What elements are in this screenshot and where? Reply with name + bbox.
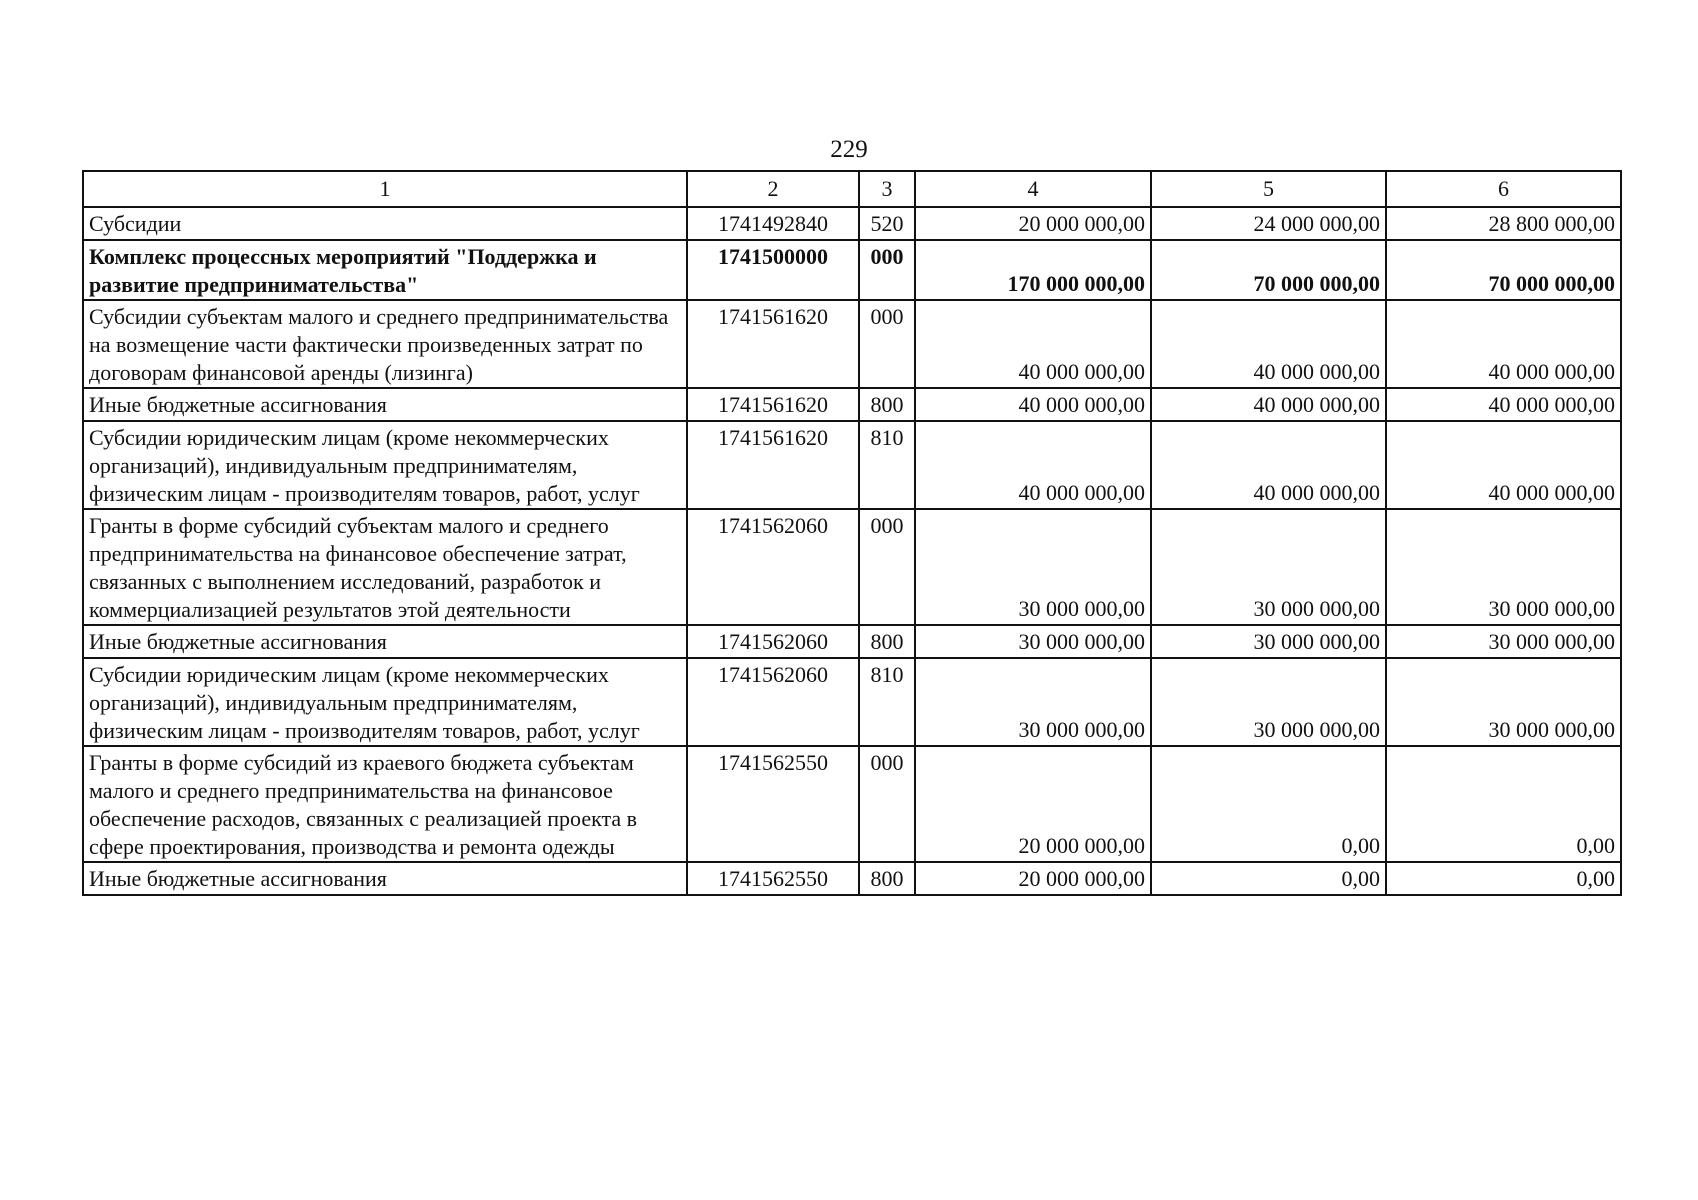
table-row bbox=[83, 509, 1621, 625]
row-type-cell: 000 bbox=[859, 509, 915, 625]
row-amount-3-cell: 28 800 000,00 bbox=[1386, 207, 1621, 240]
row-amount-1-cell: 20 000 000,00 bbox=[915, 862, 1151, 895]
table-row bbox=[83, 625, 1621, 658]
table-row bbox=[83, 862, 1621, 895]
row-type-cell: 810 bbox=[859, 421, 915, 509]
row-amount-3-cell: 30 000 000,00 bbox=[1386, 625, 1621, 658]
column-header: 2 bbox=[687, 171, 859, 207]
row-amount-1-cell: 40 000 000,00 bbox=[915, 388, 1151, 421]
row-amount-2-cell: 30 000 000,00 bbox=[1151, 625, 1386, 658]
row-code-cell: 1741562550 bbox=[687, 862, 859, 895]
row-amount-2-cell: 40 000 000,00 bbox=[1151, 388, 1386, 421]
row-type-cell: 810 bbox=[859, 658, 915, 746]
row-amount-3-cell: 30 000 000,00 bbox=[1386, 658, 1621, 746]
row-amount-3-cell: 40 000 000,00 bbox=[1386, 421, 1621, 509]
row-amount-1-cell: 20 000 000,00 bbox=[915, 207, 1151, 240]
table-row bbox=[83, 658, 1621, 746]
row-name-cell: Гранты в форме субсидий субъектам малого и среднего предпринимательства на финансовое обеспечение затрат, связанных с выполнением исследований, разработок и коммерциализацией результатов этой деятельности bbox=[83, 509, 687, 625]
row-amount-1-cell: 40 000 000,00 bbox=[915, 300, 1151, 388]
row-amount-1-cell: 30 000 000,00 bbox=[915, 625, 1151, 658]
row-amount-2-cell: 0,00 bbox=[1151, 746, 1386, 862]
column-header: 6 bbox=[1386, 171, 1621, 207]
column-header: 4 bbox=[915, 171, 1151, 207]
table-header-row bbox=[83, 171, 1621, 207]
row-name-cell: Гранты в форме субсидий из краевого бюджета субъектам малого и среднего предпринимательства на финансовое обеспечение расходов, связанных с реализацией проекта в сфере проектирования, производства и ремонта одежды bbox=[83, 746, 687, 862]
row-name-cell: Иные бюджетные ассигнования bbox=[83, 388, 687, 421]
row-name-cell: Субсидии bbox=[83, 207, 687, 240]
row-type-cell: 800 bbox=[859, 388, 915, 421]
row-amount-3-cell: 40 000 000,00 bbox=[1386, 300, 1621, 388]
table-row bbox=[83, 207, 1621, 240]
row-amount-2-cell: 40 000 000,00 bbox=[1151, 421, 1386, 509]
row-code-cell: 1741562060 bbox=[687, 625, 859, 658]
row-amount-1-cell: 40 000 000,00 bbox=[915, 421, 1151, 509]
row-amount-3-cell: 0,00 bbox=[1386, 746, 1621, 862]
row-amount-1-cell: 170 000 000,00 bbox=[915, 240, 1151, 300]
row-code-cell: 1741561620 bbox=[687, 388, 859, 421]
row-code-cell: 1741562060 bbox=[687, 658, 859, 746]
column-header: 1 bbox=[83, 171, 687, 207]
row-type-cell: 800 bbox=[859, 862, 915, 895]
row-code-cell: 1741562060 bbox=[687, 509, 859, 625]
row-amount-2-cell: 24 000 000,00 bbox=[1151, 207, 1386, 240]
row-amount-1-cell: 30 000 000,00 bbox=[915, 658, 1151, 746]
row-name-cell: Субсидии юридическим лицам (кроме некоммерческих организаций), индивидуальным предпринимателям, физическим лицам - производителям товаров, работ, услуг bbox=[83, 421, 687, 509]
row-amount-2-cell: 30 000 000,00 bbox=[1151, 509, 1386, 625]
row-name-cell: Субсидии субъектам малого и среднего предпринимательства на возмещение части фактически произведенных затрат по договорам финансовой аренды (лизинга) bbox=[83, 300, 687, 388]
row-name-cell: Субсидии юридическим лицам (кроме некоммерческих организаций), индивидуальным предпринимателям, физическим лицам - производителям товаров, работ, услуг bbox=[83, 658, 687, 746]
row-amount-3-cell: 30 000 000,00 bbox=[1386, 509, 1621, 625]
row-code-cell: 1741500000 bbox=[687, 240, 859, 300]
row-code-cell: 1741561620 bbox=[687, 421, 859, 509]
row-amount-3-cell: 0,00 bbox=[1386, 862, 1621, 895]
row-name-cell: Иные бюджетные ассигнования bbox=[83, 625, 687, 658]
column-header: 5 bbox=[1151, 171, 1386, 207]
page-number: 229 bbox=[830, 136, 868, 163]
row-amount-1-cell: 20 000 000,00 bbox=[915, 746, 1151, 862]
row-code-cell: 1741492840 bbox=[687, 207, 859, 240]
table-row bbox=[83, 421, 1621, 509]
row-amount-2-cell: 30 000 000,00 bbox=[1151, 658, 1386, 746]
row-amount-2-cell: 40 000 000,00 bbox=[1151, 300, 1386, 388]
row-amount-3-cell: 40 000 000,00 bbox=[1386, 388, 1621, 421]
table-row bbox=[83, 388, 1621, 421]
row-code-cell: 1741562550 bbox=[687, 746, 859, 862]
row-amount-2-cell: 70 000 000,00 bbox=[1151, 240, 1386, 300]
row-amount-1-cell: 30 000 000,00 bbox=[915, 509, 1151, 625]
column-header: 3 bbox=[859, 171, 915, 207]
row-name-cell: Комплекс процессных мероприятий "Поддержка и развитие предпринимательства" bbox=[83, 240, 687, 300]
row-name-cell: Иные бюджетные ассигнования bbox=[83, 862, 687, 895]
table-row bbox=[83, 746, 1621, 862]
row-type-cell: 520 bbox=[859, 207, 915, 240]
row-amount-2-cell: 0,00 bbox=[1151, 862, 1386, 895]
row-type-cell: 000 bbox=[859, 746, 915, 862]
table-row bbox=[83, 240, 1621, 300]
row-type-cell: 000 bbox=[859, 240, 915, 300]
row-code-cell: 1741561620 bbox=[687, 300, 859, 388]
table-row bbox=[83, 300, 1621, 388]
row-type-cell: 800 bbox=[859, 625, 915, 658]
row-type-cell: 000 bbox=[859, 300, 915, 388]
budget-table bbox=[82, 170, 1622, 896]
row-amount-3-cell: 70 000 000,00 bbox=[1386, 240, 1621, 300]
